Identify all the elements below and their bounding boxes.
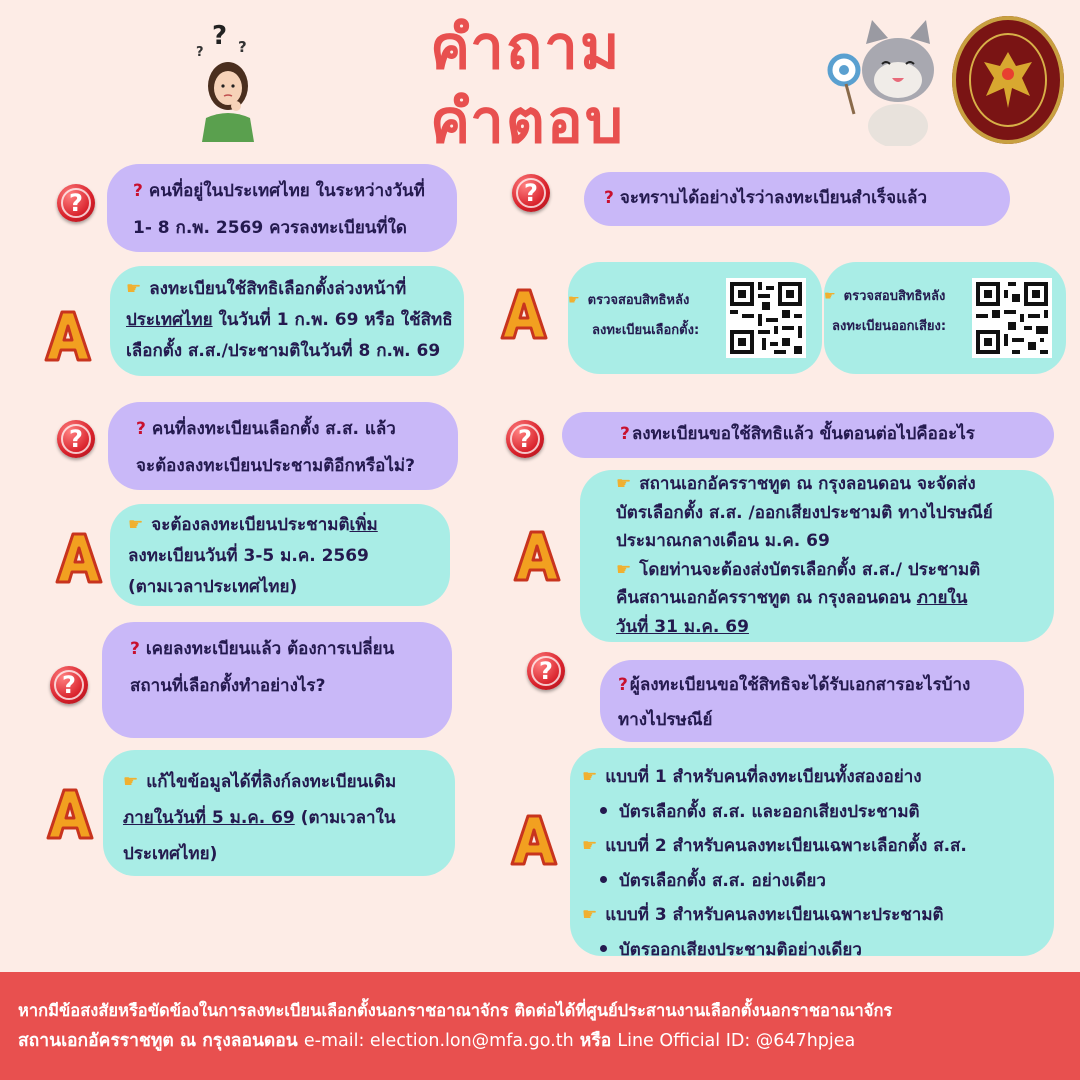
svg-text:?: ?: [238, 38, 247, 56]
answer-bubble-3: [103, 750, 455, 876]
question-mark-icon: ?: [618, 675, 628, 695]
answer-letter-a-icon: [498, 288, 550, 340]
answer-text: แก้ไขข้อมูลได้ที่ลิงก์ลงทะเบียนเดิม: [146, 772, 397, 792]
embassy-logo: [952, 16, 1064, 144]
answer-text: สถานเอกอัครราชทูต ณ กรุงลอนดอน จะจัดส่ง: [639, 474, 976, 494]
answer-text: ประเทศไทย): [123, 844, 218, 864]
question-mark-icon: ?: [136, 419, 146, 439]
answer-text: (ตามเวลาประเทศไทย): [128, 577, 298, 597]
pointing-hand-icon: ☛: [582, 767, 598, 787]
answer-text: บัตรเลือกตั้ง ส.ส. อย่างเดียว: [619, 870, 826, 891]
footer-embassy-name: สถานเอกอัครราชทูต ณ กรุงลอนดอน: [18, 1031, 304, 1051]
question-text: สถานที่เลือกตั้งทำอย่างไร?: [130, 676, 326, 696]
question-text: ลงทะเบียนขอใช้สิทธิแล้ว ขั้นตอนต่อไปคืออะไร: [631, 424, 975, 444]
answer-bubble-6: [570, 748, 1054, 960]
qr-card-election: [568, 262, 822, 374]
question-mark-icon: ?: [57, 420, 95, 458]
question-text: เคยลงทะเบียนแล้ว ต้องการเปลี่ยน: [145, 639, 395, 659]
question-bubble-2: [108, 402, 458, 490]
answer-text: แบบที่ 1 สำหรับคนที่ลงทะเบียนทั้งสองอย่าง: [605, 767, 922, 787]
question-mark-icon: ?: [604, 188, 614, 208]
question-text: คนที่ลงทะเบียนเลือกตั้ง ส.ส. แล้ว: [151, 419, 396, 439]
bullet-dot: [600, 876, 607, 883]
question-bubble-5: [562, 412, 1054, 458]
garuda-emblem-icon: [952, 16, 1064, 144]
qr-code-election-icon[interactable]: [726, 278, 806, 358]
question-mark-icon: ?: [130, 639, 140, 659]
footer-line-id-link[interactable]: Line Official ID: @647hpjea: [617, 1031, 856, 1051]
answer-text: เลือกตั้ง ส.ส./ประชามติในวันที่ 8 ก.พ. 69: [126, 341, 441, 361]
pointing-hand-icon: ☛: [128, 515, 144, 535]
pointing-hand-icon: ☛: [568, 293, 580, 308]
contact-footer: [0, 972, 1080, 1080]
qr-label: ตรวจสอบสิทธิหลัง: [587, 293, 690, 308]
question-text: ผู้ลงทะเบียนขอใช้สิทธิจะได้รับเอกสารอะไรบ้าง: [629, 675, 971, 695]
svg-text:?: ?: [212, 21, 228, 51]
pointing-hand-icon: ☛: [824, 289, 836, 304]
answer-letter-a-icon: [508, 814, 560, 866]
page-title-line1: คำถาม: [430, 13, 622, 83]
question-mark-icon: ?: [133, 181, 143, 201]
qr-code-referendum-icon[interactable]: [972, 278, 1052, 358]
answer-letter-a-icon: [511, 530, 563, 582]
qr-label: ตรวจสอบสิทธิหลัง: [843, 289, 946, 304]
qr-label: ลงทะเบียนออกเสียง:: [832, 319, 947, 334]
answer-bubble-5: [580, 470, 1054, 642]
question-text: 1- 8 ก.พ. 2569 ควรลงทะเบียนที่ใด: [133, 218, 407, 238]
answer-text-underlined: เพิ่ม: [349, 515, 378, 535]
answer-text-underlined: วันที่ 31 ม.ค. 69: [616, 616, 749, 637]
page-title-line2: คำตอบ: [430, 87, 625, 157]
answer-text: ลงทะเบียนใช้สิทธิเลือกตั้งล่วงหน้าที่: [149, 279, 407, 299]
answer-text: บัตรออกเสียงประชามติอย่างเดียว: [619, 939, 862, 960]
answer-text-underlined: ภายใน: [916, 588, 968, 608]
footer-email-link[interactable]: e-mail: election.lon@mfa.go.th: [303, 1031, 574, 1051]
pointing-hand-icon: ☛: [582, 905, 598, 925]
svg-text:?: ?: [196, 45, 204, 60]
answer-text: บัตรเลือกตั้ง ส.ส. /ออกเสียงประชามติ ทางไปรษณีย์: [616, 502, 993, 523]
answer-text-underlined: ประเทศไทย: [126, 310, 213, 330]
answer-text-underlined: ภายในวันที่ 5 ม.ค. 69: [123, 808, 295, 828]
answer-text: (ตามเวลาใน: [294, 808, 396, 828]
answer-text: ประมาณกลางเดือน ม.ค. 69: [616, 531, 830, 551]
question-text: คนที่อยู่ในประเทศไทย ในระหว่างวันที่: [148, 181, 425, 201]
qr-card-referendum: [824, 262, 1066, 374]
question-mark-icon: ?: [527, 652, 565, 690]
pointing-hand-icon: ☛: [616, 559, 632, 580]
answer-text: จะต้องลงทะเบียนประชามติ: [151, 515, 350, 535]
answer-text: คืนสถานเอกอัครราชทูต ณ กรุงลอนดอน: [616, 588, 917, 608]
question-bubble-3: [102, 622, 452, 738]
answer-bubble-1: [110, 266, 464, 376]
answer-letter-a-icon: [44, 788, 96, 840]
cat-mascot-illustration: [826, 14, 946, 146]
pointing-hand-icon: ☛: [582, 836, 598, 856]
question-mark-icon: ?: [512, 174, 550, 212]
answer-bubble-2: [110, 504, 450, 606]
answer-letter-a-icon: [42, 310, 94, 362]
answer-text: แบบที่ 3 สำหรับคนลงทะเบียนเฉพาะประชามติ: [605, 905, 944, 925]
bullet-dot: [600, 945, 607, 952]
qr-label: ลงทะเบียนเลือกตั้ง:: [592, 323, 700, 338]
question-text: จะต้องลงทะเบียนประชามติอีกหรือไม่?: [136, 456, 415, 476]
pointing-hand-icon: ☛: [126, 279, 142, 299]
answer-text: ลงทะเบียนวันที่ 3-5 ม.ค. 2569: [128, 546, 369, 566]
bullet-dot: [600, 807, 607, 814]
question-mark-icon: ?: [57, 184, 95, 222]
answer-text: บัตรเลือกตั้ง ส.ส. และออกเสียงประชามติ: [619, 801, 920, 822]
question-bubble-1: [107, 164, 457, 252]
question-mark-icon: ?: [506, 420, 544, 458]
question-bubble-4: [584, 172, 1010, 226]
answer-text: แบบที่ 2 สำหรับคนลงทะเบียนเฉพาะเลือกตั้ง ส.ส.: [605, 836, 967, 856]
question-mark-icon: ?: [620, 424, 630, 444]
footer-line-1: หากมีข้อสงสัยหรือขัดข้องในการลงทะเบียนเลือกตั้งนอกราชอาณาจักร ติดต่อได้ที่ศูนย์ประสานงานเลือกตั้งนอกราชอาณาจักร: [18, 1001, 893, 1020]
pointing-hand-icon: ☛: [123, 772, 139, 792]
question-text: จะทราบได้อย่างไรว่าลงทะเบียนสำเร็จแล้ว: [619, 188, 928, 208]
pointing-hand-icon: ☛: [616, 474, 632, 494]
question-mark-icon: ?: [50, 666, 88, 704]
answer-text: โดยท่านจะต้องส่งบัตรเลือกตั้ง ส.ส./ ประชามติ: [639, 559, 981, 580]
question-text: ทางไปรษณีย์: [618, 710, 713, 730]
question-bubble-6: [600, 660, 1024, 742]
answer-text: ในวันที่ 1 ก.พ. 69 หรือ ใช้สิทธิ: [212, 310, 453, 330]
footer-or-text: หรือ: [573, 1031, 618, 1051]
thinking-woman-illustration: [188, 14, 268, 142]
answer-letter-a-icon: [53, 532, 105, 584]
